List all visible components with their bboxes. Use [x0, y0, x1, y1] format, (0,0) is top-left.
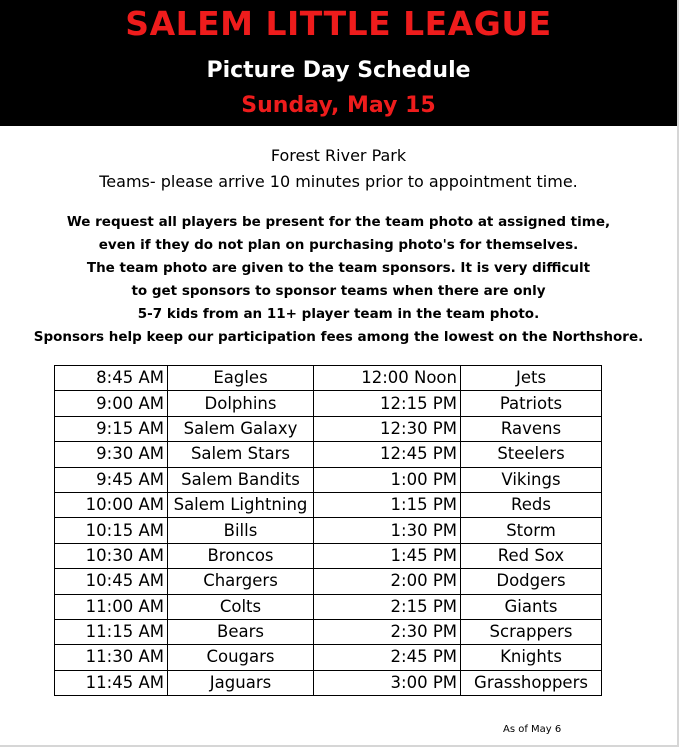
- time-slot-cell: 11:30 AM: [55, 645, 168, 670]
- table-row: [55, 569, 602, 594]
- team-name-cell: Broncos: [168, 543, 314, 568]
- table-row: [55, 467, 602, 492]
- time-slot-cell: 9:15 AM: [55, 416, 168, 441]
- note-line: to get sponsors to sponsor teams when there are only: [131, 283, 546, 299]
- team-name-cell: Red Sox: [461, 543, 602, 568]
- time-slot-cell: 2:15 PM: [314, 594, 461, 619]
- table-row: [55, 391, 602, 416]
- team-name-cell: Eagles: [168, 366, 314, 391]
- team-name-cell: Bears: [168, 619, 314, 644]
- team-name-cell: Cougars: [168, 645, 314, 670]
- time-slot-cell: 10:00 AM: [55, 492, 168, 517]
- note-line: We request all players be present for the team photo at assigned time,: [66, 214, 611, 230]
- league-title: SALEM LITTLE LEAGUE: [125, 4, 552, 43]
- team-name-cell: Salem Stars: [168, 442, 314, 467]
- time-slot-cell: 1:00 PM: [314, 467, 461, 492]
- time-slot-cell: 2:30 PM: [314, 619, 461, 644]
- table-row: [55, 416, 602, 441]
- team-name-cell: Reds: [461, 492, 602, 517]
- time-slot-cell: 8:45 AM: [55, 366, 168, 391]
- time-slot-cell: 12:00 Noon: [314, 366, 461, 391]
- as-of-note: As of May 6: [503, 724, 562, 735]
- header-banner: [0, 0, 677, 126]
- schedule-title: Picture Day Schedule: [206, 58, 471, 83]
- team-name-cell: Patriots: [461, 391, 602, 416]
- note-line: 5-7 kids from an 11+ player team in the team photo.: [137, 306, 540, 322]
- time-slot-cell: 2:00 PM: [314, 569, 461, 594]
- team-name-cell: Salem Bandits: [168, 467, 314, 492]
- time-slot-cell: 9:45 AM: [55, 467, 168, 492]
- team-name-cell: Salem Galaxy: [168, 416, 314, 441]
- table-row: [55, 594, 602, 619]
- table-row: [55, 645, 602, 670]
- team-name-cell: Dodgers: [461, 569, 602, 594]
- time-slot-cell: 10:45 AM: [55, 569, 168, 594]
- time-slot-cell: 12:15 PM: [314, 391, 461, 416]
- event-date: Sunday, May 15: [241, 93, 436, 118]
- note-line: The team photo are given to the team sponsors. It is very difficult: [86, 260, 591, 276]
- team-name-cell: Salem Lightning: [168, 492, 314, 517]
- team-name-cell: Knights: [461, 645, 602, 670]
- table-row: [55, 543, 602, 568]
- table-row: [55, 366, 602, 391]
- table-row: [55, 619, 602, 644]
- team-name-cell: Dolphins: [168, 391, 314, 416]
- table-row: [55, 442, 602, 467]
- schedule-table-body: [55, 366, 602, 696]
- time-slot-cell: 12:45 PM: [314, 442, 461, 467]
- team-name-cell: Giants: [461, 594, 602, 619]
- time-slot-cell: 11:45 AM: [55, 670, 168, 695]
- time-slot-cell: 9:00 AM: [55, 391, 168, 416]
- time-slot-cell: 12:30 PM: [314, 416, 461, 441]
- team-name-cell: Jets: [461, 366, 602, 391]
- time-slot-cell: 10:30 AM: [55, 543, 168, 568]
- table-row: [55, 670, 602, 695]
- team-name-cell: Storm: [461, 518, 602, 543]
- time-slot-cell: 1:30 PM: [314, 518, 461, 543]
- time-slot-cell: 11:00 AM: [55, 594, 168, 619]
- attendance-notes: [0, 211, 677, 349]
- schedule-table: [54, 365, 602, 696]
- team-name-cell: Jaguars: [168, 670, 314, 695]
- arrival-note: Teams- please arrive 10 minutes prior to appointment time.: [99, 172, 578, 191]
- table-row: [55, 492, 602, 517]
- table-row: [55, 518, 602, 543]
- time-slot-cell: 9:30 AM: [55, 442, 168, 467]
- time-slot-cell: 11:15 AM: [55, 619, 168, 644]
- team-name-cell: Scrappers: [461, 619, 602, 644]
- time-slot-cell: 3:00 PM: [314, 670, 461, 695]
- team-name-cell: Steelers: [461, 442, 602, 467]
- team-name-cell: Vikings: [461, 467, 602, 492]
- team-name-cell: Colts: [168, 594, 314, 619]
- location-text: Forest River Park: [270, 146, 407, 165]
- time-slot-cell: 10:15 AM: [55, 518, 168, 543]
- team-name-cell: Ravens: [461, 416, 602, 441]
- time-slot-cell: 2:45 PM: [314, 645, 461, 670]
- team-name-cell: Chargers: [168, 569, 314, 594]
- time-slot-cell: 1:45 PM: [314, 543, 461, 568]
- note-line: even if they do not plan on purchasing photo's for themselves.: [98, 237, 579, 253]
- team-name-cell: Bills: [168, 518, 314, 543]
- time-slot-cell: 1:15 PM: [314, 492, 461, 517]
- note-line: Sponsors help keep our participation fees among the lowest on the Northshore.: [33, 329, 644, 345]
- team-name-cell: Grasshoppers: [461, 670, 602, 695]
